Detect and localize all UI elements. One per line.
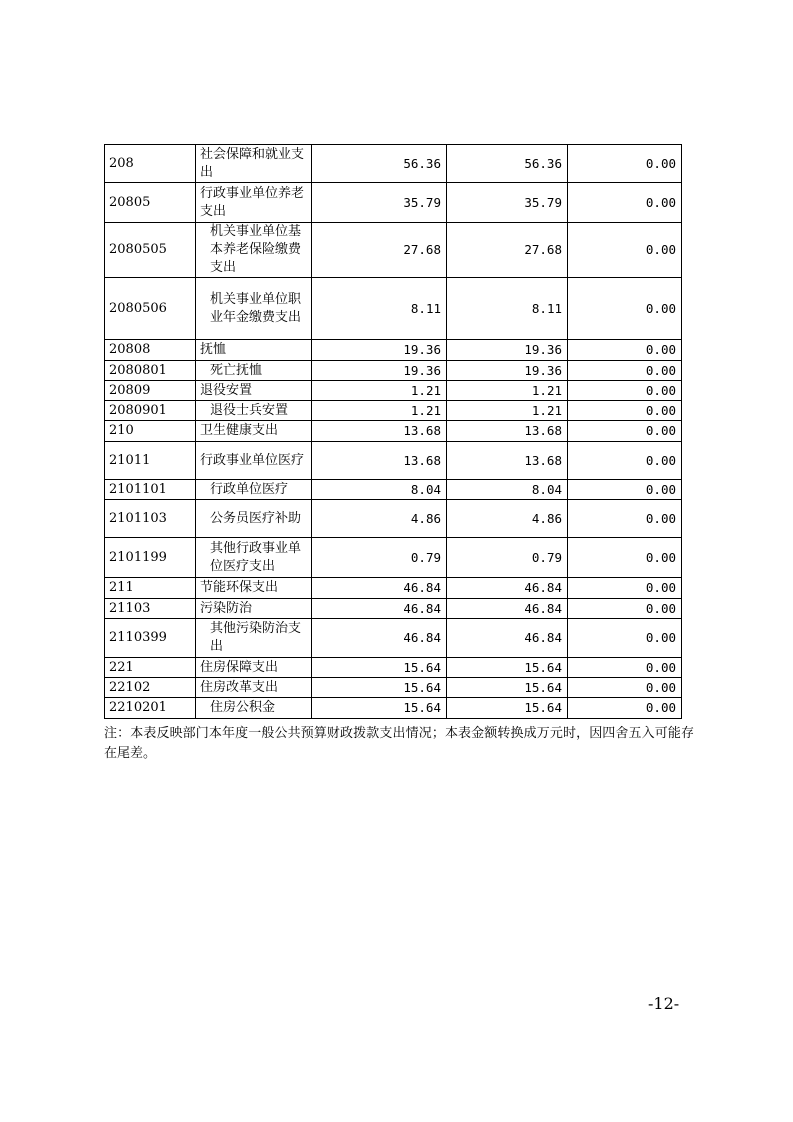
- function-code-cell: 21103: [105, 599, 196, 619]
- function-code-cell: 210: [105, 421, 196, 442]
- item-name-cell: 卫生健康支出: [196, 421, 312, 442]
- basic-expenditure-cell: 19.36: [447, 361, 568, 381]
- project-expenditure-cell: 0.00: [568, 480, 682, 500]
- table-row: [105, 480, 682, 500]
- table-row: [105, 145, 682, 183]
- item-name-cell: 住房保障支出: [196, 658, 312, 678]
- total-amount-cell: 13.68: [312, 442, 447, 480]
- total-amount-cell: 4.86: [312, 500, 447, 538]
- total-amount-cell: 56.36: [312, 145, 447, 183]
- total-amount-cell: 13.68: [312, 421, 447, 442]
- function-code-cell: 2080505: [105, 223, 196, 278]
- basic-expenditure-cell: 13.68: [447, 421, 568, 442]
- basic-expenditure-cell: 35.79: [447, 183, 568, 223]
- item-name-cell: 住房改革支出: [196, 678, 312, 698]
- basic-expenditure-cell: 46.84: [447, 619, 568, 658]
- project-expenditure-cell: 0.00: [568, 183, 682, 223]
- basic-expenditure-cell: 15.64: [447, 678, 568, 698]
- total-amount-cell: 46.84: [312, 599, 447, 619]
- item-name-cell: 其他行政事业单位医疗支出: [196, 538, 312, 578]
- function-code-cell: 22102: [105, 678, 196, 698]
- table-row: [105, 500, 682, 538]
- item-name-cell: 污染防治: [196, 599, 312, 619]
- total-amount-cell: 35.79: [312, 183, 447, 223]
- item-name-cell: 行政事业单位养老支出: [196, 183, 312, 223]
- expenditure-table: [104, 144, 682, 719]
- function-code-cell: 21011: [105, 442, 196, 480]
- total-amount-cell: 15.64: [312, 678, 447, 698]
- basic-expenditure-cell: 8.04: [447, 480, 568, 500]
- project-expenditure-cell: 0.00: [568, 421, 682, 442]
- function-code-cell: 20805: [105, 183, 196, 223]
- project-expenditure-cell: 0.00: [568, 599, 682, 619]
- project-expenditure-cell: 0.00: [568, 401, 682, 421]
- basic-expenditure-cell: 15.64: [447, 658, 568, 678]
- project-expenditure-cell: 0.00: [568, 619, 682, 658]
- project-expenditure-cell: 0.00: [568, 278, 682, 340]
- function-code-cell: 2101103: [105, 500, 196, 538]
- table-row: [105, 278, 682, 340]
- function-code-cell: 2101101: [105, 480, 196, 500]
- page-number: -12-: [648, 994, 680, 1013]
- function-code-cell: 20808: [105, 340, 196, 361]
- total-amount-cell: 19.36: [312, 361, 447, 381]
- item-name-cell: 退役士兵安置: [196, 401, 312, 421]
- project-expenditure-cell: 0.00: [568, 500, 682, 538]
- project-expenditure-cell: 0.00: [568, 538, 682, 578]
- project-expenditure-cell: 0.00: [568, 145, 682, 183]
- basic-expenditure-cell: 19.36: [447, 340, 568, 361]
- project-expenditure-cell: 0.00: [568, 381, 682, 401]
- item-name-cell: 节能环保支出: [196, 578, 312, 599]
- total-amount-cell: 15.64: [312, 658, 447, 678]
- item-name-cell: 死亡抚恤: [196, 361, 312, 381]
- function-code-cell: 2210201: [105, 698, 196, 719]
- total-amount-cell: 27.68: [312, 223, 447, 278]
- total-amount-cell: 8.04: [312, 480, 447, 500]
- function-code-cell: 208: [105, 145, 196, 183]
- table-row: [105, 678, 682, 698]
- total-amount-cell: 1.21: [312, 381, 447, 401]
- project-expenditure-cell: 0.00: [568, 340, 682, 361]
- item-name-cell: 机关事业单位基本养老保险缴费支出: [196, 223, 312, 278]
- table-row: [105, 340, 682, 361]
- function-code-cell: 211: [105, 578, 196, 599]
- total-amount-cell: 0.79: [312, 538, 447, 578]
- table-body: [105, 145, 682, 719]
- basic-expenditure-cell: 46.84: [447, 599, 568, 619]
- project-expenditure-cell: 0.00: [568, 678, 682, 698]
- item-name-cell: 行政单位医疗: [196, 480, 312, 500]
- table-row: [105, 578, 682, 599]
- item-name-cell: 其他污染防治支出: [196, 619, 312, 658]
- table-row: [105, 698, 682, 719]
- table-row: [105, 658, 682, 678]
- basic-expenditure-cell: 56.36: [447, 145, 568, 183]
- total-amount-cell: 15.64: [312, 698, 447, 719]
- total-amount-cell: 1.21: [312, 401, 447, 421]
- table-row: [105, 421, 682, 442]
- table-row: [105, 223, 682, 278]
- function-code-cell: 2080506: [105, 278, 196, 340]
- table-row: [105, 538, 682, 578]
- function-code-cell: 2101199: [105, 538, 196, 578]
- item-name-cell: 社会保障和就业支出: [196, 145, 312, 183]
- basic-expenditure-cell: 13.68: [447, 442, 568, 480]
- table-row: [105, 381, 682, 401]
- table-row: [105, 619, 682, 658]
- total-amount-cell: 8.11: [312, 278, 447, 340]
- function-code-cell: 221: [105, 658, 196, 678]
- project-expenditure-cell: 0.00: [568, 698, 682, 719]
- project-expenditure-cell: 0.00: [568, 578, 682, 599]
- basic-expenditure-cell: 15.64: [447, 698, 568, 719]
- basic-expenditure-cell: 1.21: [447, 401, 568, 421]
- function-code-cell: 2110399: [105, 619, 196, 658]
- total-amount-cell: 46.84: [312, 578, 447, 599]
- total-amount-cell: 46.84: [312, 619, 447, 658]
- item-name-cell: 住房公积金: [196, 698, 312, 719]
- table-row: [105, 183, 682, 223]
- table-footnote: 注：本表反映部门本年度一般公共预算财政拨款支出情况；本表金额转换成万元时，因四舍五入可能存在尾差。: [104, 726, 694, 761]
- basic-expenditure-cell: 1.21: [447, 381, 568, 401]
- project-expenditure-cell: 0.00: [568, 442, 682, 480]
- project-expenditure-cell: 0.00: [568, 658, 682, 678]
- total-amount-cell: 19.36: [312, 340, 447, 361]
- item-name-cell: 公务员医疗补助: [196, 500, 312, 538]
- project-expenditure-cell: 0.00: [568, 361, 682, 381]
- basic-expenditure-cell: 46.84: [447, 578, 568, 599]
- function-code-cell: 2080901: [105, 401, 196, 421]
- item-name-cell: 机关事业单位职业年金缴费支出: [196, 278, 312, 340]
- project-expenditure-cell: 0.00: [568, 223, 682, 278]
- function-code-cell: 2080801: [105, 361, 196, 381]
- basic-expenditure-cell: 8.11: [447, 278, 568, 340]
- table-row: [105, 361, 682, 381]
- table-row: [105, 401, 682, 421]
- basic-expenditure-cell: 4.86: [447, 500, 568, 538]
- basic-expenditure-cell: 0.79: [447, 538, 568, 578]
- function-code-cell: 20809: [105, 381, 196, 401]
- item-name-cell: 退役安置: [196, 381, 312, 401]
- table-row: [105, 599, 682, 619]
- item-name-cell: 行政事业单位医疗: [196, 442, 312, 480]
- item-name-cell: 抚恤: [196, 340, 312, 361]
- table-row: [105, 442, 682, 480]
- basic-expenditure-cell: 27.68: [447, 223, 568, 278]
